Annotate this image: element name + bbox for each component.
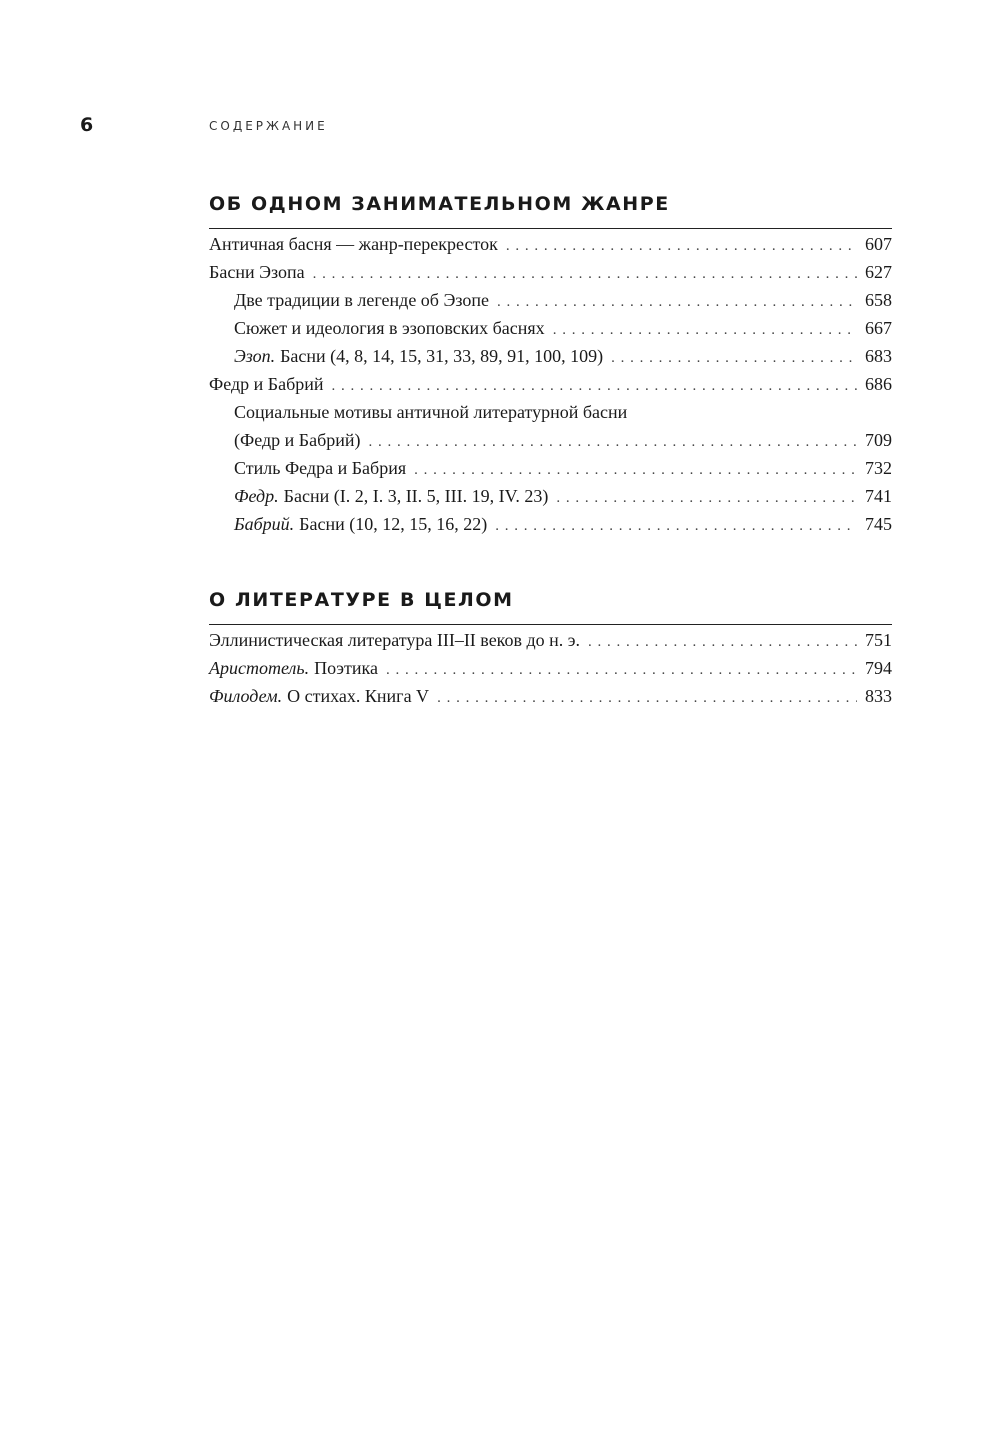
toc-entry[interactable] [209, 370, 892, 398]
toc-entry-author: Федр. [234, 486, 279, 506]
toc-entry-page: 741 [865, 486, 892, 506]
dot-leader [386, 656, 857, 684]
dot-leader [332, 372, 857, 400]
toc-entry[interactable] [209, 454, 892, 482]
toc-entry-page: 627 [865, 262, 892, 282]
dot-leader [611, 344, 857, 372]
dot-leader [437, 684, 857, 712]
toc-entry-page: 794 [865, 658, 892, 678]
toc-entry-title: (Федр и Бабрий) [234, 430, 361, 450]
dot-leader [369, 428, 857, 456]
toc-entry-page: 751 [865, 630, 892, 650]
dot-leader [556, 484, 857, 512]
section-rule [209, 624, 892, 625]
dot-leader [497, 288, 857, 316]
toc-section-fables [209, 190, 892, 538]
toc-entry[interactable] [209, 426, 892, 454]
toc-entry-page: 833 [865, 686, 892, 706]
toc-entry-author: Аристотель. [209, 658, 310, 678]
toc-entry-title: Две традиции в легенде об Эзопе [234, 290, 489, 310]
dot-leader [506, 232, 857, 260]
page-number: 6 [80, 114, 94, 136]
toc-entry-title: Античная басня — жанр-перекресток [209, 234, 498, 254]
toc-entry-title: Басни (10, 12, 15, 16, 22) [299, 514, 488, 534]
toc-entry-title: Федр и Бабрий [209, 374, 324, 394]
toc-entry-page: 607 [865, 234, 892, 254]
toc-entry-page: 683 [865, 346, 892, 366]
toc-entry[interactable] [209, 510, 892, 538]
toc-entry[interactable] [209, 626, 892, 654]
toc-entry-title: Стиль Федра и Бабрия [234, 458, 407, 478]
toc-entry-title: Басни (4, 8, 14, 15, 31, 33, 89, 91, 100, 109) [280, 346, 604, 366]
toc-entry-author: Бабрий. [234, 514, 295, 534]
toc-entry-title: Эллинистическая литература III–II веков до н. э. [209, 630, 581, 650]
dot-leader [313, 260, 857, 288]
toc-entry-page: 709 [865, 430, 892, 450]
running-head: СОДЕРЖАНИЕ [209, 119, 328, 133]
section-title: О ЛИТЕРАТУРЕ В ЦЕЛОМ [209, 589, 514, 611]
toc-entry-page: 745 [865, 514, 892, 534]
toc-entry-title: Социальные мотивы античной литературной басни [234, 402, 628, 422]
toc-entry-title: О стихах. Книга V [287, 686, 430, 706]
toc-entry[interactable] [209, 482, 892, 510]
section-title: ОБ ОДНОМ ЗАНИМАТЕЛЬНОМ ЖАНРЕ [209, 193, 670, 215]
toc-entry[interactable] [209, 682, 892, 710]
toc-entry-page: 732 [865, 458, 892, 478]
toc-entry-page: 667 [865, 318, 892, 338]
toc-entry[interactable] [209, 258, 892, 286]
toc-section-literature [209, 586, 892, 710]
toc-entry-title: Поэтика [314, 658, 378, 678]
toc-entry-author: Филодем. [209, 686, 283, 706]
toc-entry[interactable] [209, 230, 892, 258]
toc-entry[interactable] [209, 286, 892, 314]
toc-entry-author: Эзоп. [234, 346, 276, 366]
dot-leader [495, 512, 857, 540]
toc-entry-page: 658 [865, 290, 892, 310]
section-rule [209, 228, 892, 229]
dot-leader [414, 456, 857, 484]
toc-entry-page: 686 [865, 374, 892, 394]
toc-entry[interactable] [209, 314, 892, 342]
toc-entry-title: Сюжет и идеология в эзоповских баснях [234, 318, 545, 338]
toc-entry[interactable] [209, 342, 892, 370]
dot-leader [553, 316, 857, 344]
toc-entry-title: Басни Эзопа [209, 262, 305, 282]
dot-leader [588, 628, 857, 656]
toc-entry[interactable] [209, 654, 892, 682]
toc-entry[interactable] [209, 398, 892, 426]
toc-entry-title: Басни (I. 2, I. 3, II. 5, III. 19, IV. 23) [283, 486, 549, 506]
